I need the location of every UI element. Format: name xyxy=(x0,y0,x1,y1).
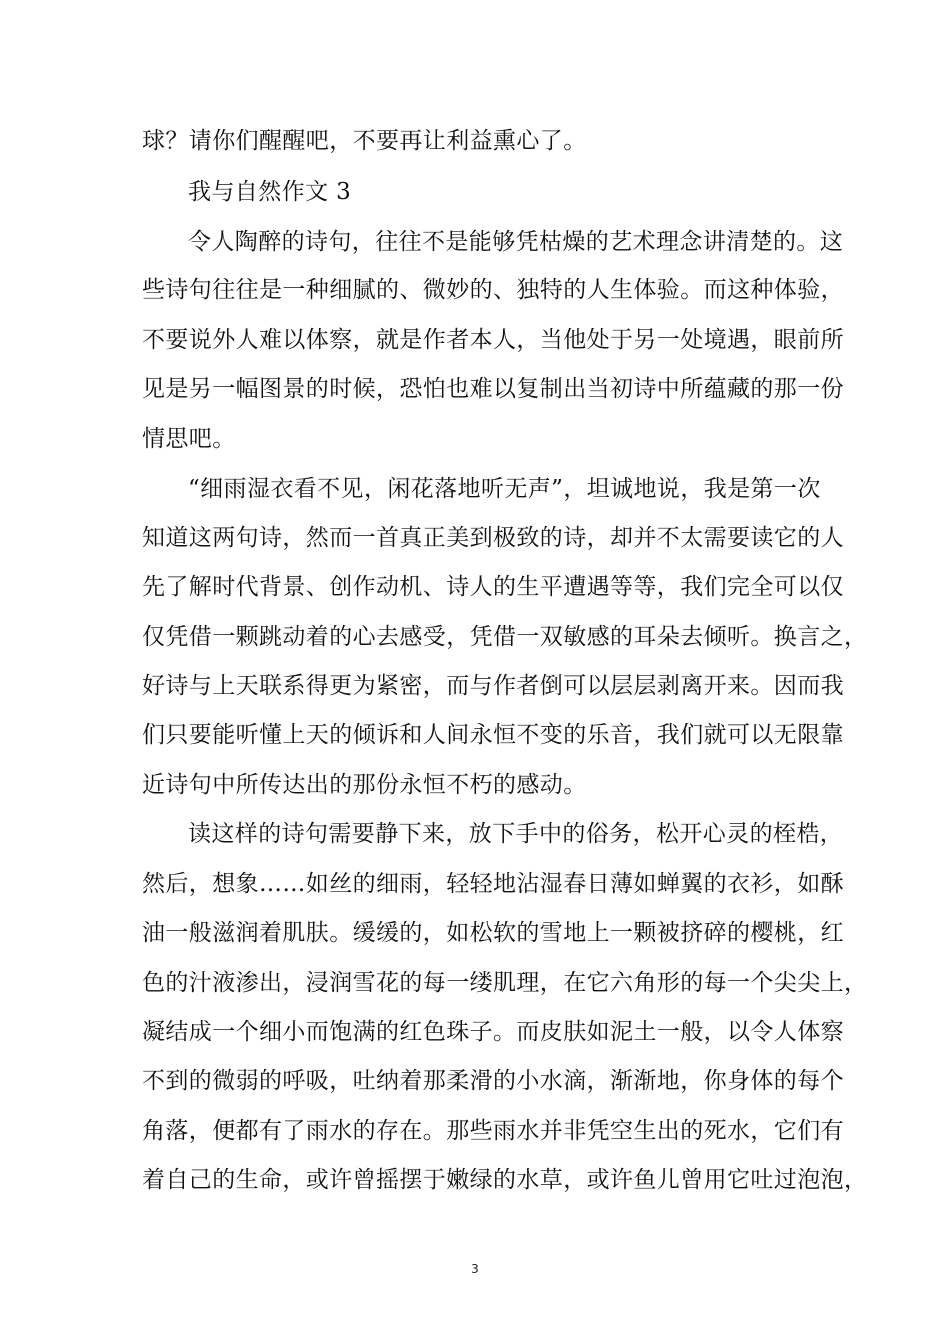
paragraph-line: 先了解时代背景、创作动机、诗人的生平遭遇等等，我们完全可以仅 xyxy=(142,574,844,600)
paragraph-line: 然后，想象……如丝的细雨，轻轻地沾湿春日薄如蝉翼的衣衫，如酥 xyxy=(142,871,844,897)
paragraph-line: 近诗句中所传达出的那份永恒不朽的感动。 xyxy=(142,772,587,798)
paragraph-line: 情思吧。 xyxy=(142,426,236,452)
paragraph-line: “细雨湿衣看不见，闲花落地听无声”，坦诚地说，我是第一次 xyxy=(188,476,821,502)
paragraph-line: 们只要能听懂上天的倾诉和人间永恒不变的乐音，我们就可以无限靠 xyxy=(142,722,844,748)
page-number: 3 xyxy=(471,1262,479,1276)
paragraph-line: 不到的微弱的呼吸，吐纳着那柔滑的小水滴，渐渐地，你身体的每个 xyxy=(142,1068,844,1094)
paragraph-line: 见是另一幅图景的时候，恐怕也难以复制出当初诗中所蕴藏的那一份 xyxy=(142,376,844,402)
paragraph-line: 凝结成一个细小而饱满的红色珠子。而皮肤如泥土一般，以令人体察 xyxy=(142,1019,844,1045)
paragraph-line: 好诗与上天联系得更为紧密，而与作者倒可以层层剥离开来。因而我 xyxy=(142,673,844,699)
paragraph-line: 些诗句往往是一种细腻的、微妙的、独特的人生体验。而这种体验， xyxy=(142,277,844,303)
paragraph-line: 不要说外人难以体察，就是作者本人，当他处于另一处境遇，眼前所 xyxy=(142,327,844,353)
paragraph-line: 知道这两句诗，然而一首真正美到极致的诗，却并不太需要读它的人 xyxy=(142,525,844,551)
section-heading: 我与自然作文 3 xyxy=(188,179,352,205)
paragraph-line: 角落，便都有了雨水的存在。那些雨水并非凭空生出的死水，它们有 xyxy=(142,1118,844,1144)
paragraph-line: 油一般滋润着肌肤。缓缓的，如松软的雪地上一颗被挤碎的樱桃，红 xyxy=(142,920,844,946)
paragraph-line: 色的汁液渗出，浸润雪花的每一缕肌理，在它六角形的每一个尖尖上， xyxy=(142,970,868,996)
paragraph-line: 仅凭借一颗跳动着的心去感受，凭借一双敏感的耳朵去倾听。换言之， xyxy=(142,624,868,650)
paragraph-line: 令人陶醉的诗句，往往不是能够凭枯燥的艺术理念讲清楚的。这 xyxy=(188,229,844,255)
paragraph-line: 着自己的生命，或许曾摇摆于嫩绿的水草，或许鱼儿曾用它吐过泡泡， xyxy=(142,1167,868,1193)
paragraph-line: 读这样的诗句需要静下来，放下手中的俗务，松开心灵的桎梏， xyxy=(188,821,844,847)
paragraph-line: 球？请你们醒醒吧，不要再让利益熏心了。 xyxy=(142,128,587,154)
